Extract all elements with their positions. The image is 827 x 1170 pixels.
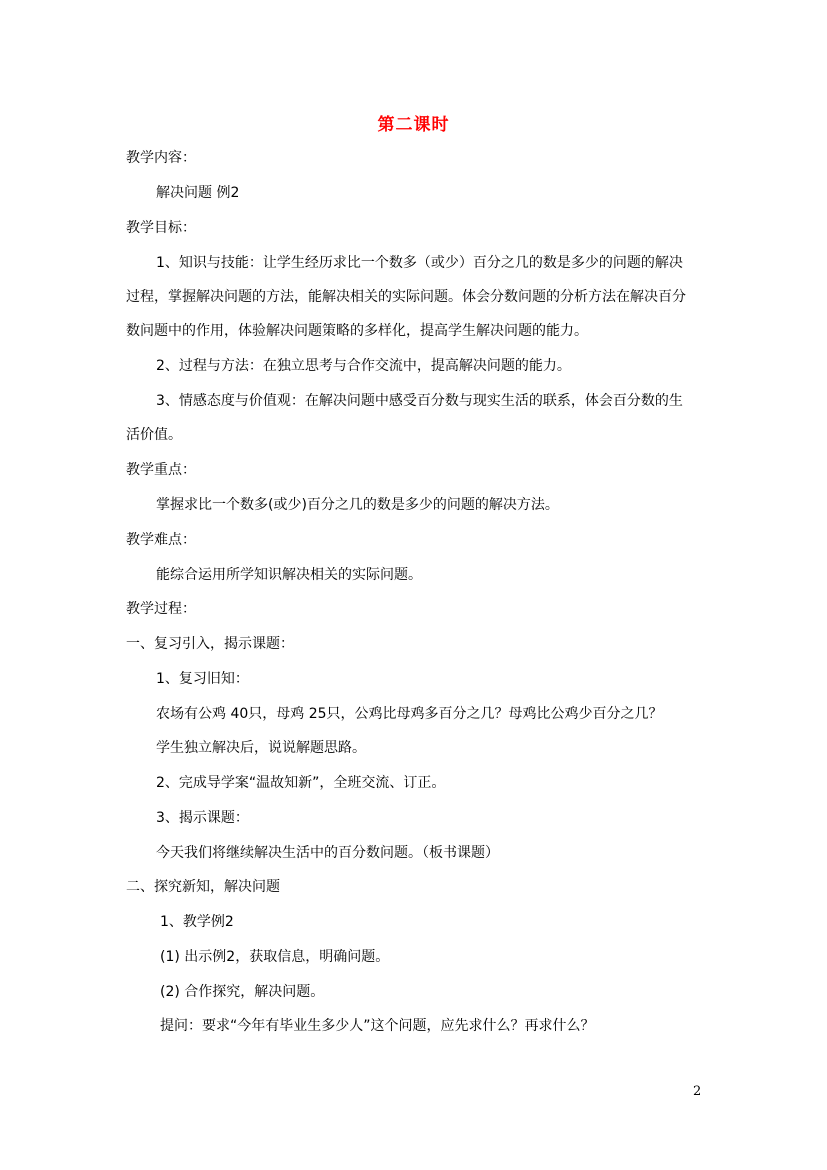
section-2-heading: 二、探究新知，解决问题 bbox=[126, 879, 280, 895]
heading-teaching-process: 教学过程： bbox=[126, 601, 196, 617]
question-prompt: 提问：要求“今年有毕业生多少人”这个问题，应先求什么？再求什么？ bbox=[160, 1018, 595, 1034]
step-reveal-topic: 3、揭示课题： bbox=[156, 810, 249, 826]
goal-2: 2、过程与方法：在独立思考与合作交流中，提高解决问题的能力。 bbox=[156, 358, 571, 374]
heading-difficulties: 教学难点： bbox=[126, 532, 196, 548]
page-number: 2 bbox=[693, 1084, 702, 1099]
step-review: 1、复习旧知： bbox=[156, 671, 249, 687]
goal-1-line-1: 1、知识与技能：让学生经历求比一个数多（或少）百分之几的数是多少的问题的解决 bbox=[156, 255, 683, 271]
heading-teaching-goals: 教学目标： bbox=[126, 220, 196, 236]
key-points-text: 掌握求比一个数多(或少)百分之几的数是多少的问题的解决方法。 bbox=[156, 497, 559, 513]
substep-2: (2) 合作探究，解决问题。 bbox=[160, 984, 325, 1000]
heading-key-points: 教学重点： bbox=[126, 462, 196, 478]
teaching-content-text: 解决问题 例2 bbox=[156, 185, 240, 201]
step-worksheet: 2、完成导学案“温故知新”，全班交流、订正。 bbox=[156, 775, 446, 791]
page-title: 第二课时 bbox=[377, 115, 450, 135]
reveal-topic-text: 今天我们将继续解决生活中的百分数问题。（板书课题） bbox=[156, 845, 499, 861]
heading-teaching-content: 教学内容： bbox=[126, 150, 196, 166]
review-question: 农场有公鸡 40只，母鸡 25只，公鸡比母鸡多百分之几？母鸡比公鸡少百分之几？ bbox=[156, 706, 663, 722]
review-instruction: 学生独立解决后，说说解题思路。 bbox=[156, 740, 366, 756]
goal-1-line-3: 数问题中的作用，体验解决问题策略的多样化，提高学生解决问题的能力。 bbox=[126, 323, 588, 339]
section-1-heading: 一、复习引入，揭示课题： bbox=[126, 636, 294, 652]
substep-1: (1) 出示例2，获取信息，明确问题。 bbox=[160, 949, 390, 965]
goal-3-line-1: 3、情感态度与价值观：在解决问题中感受百分数与现实生活的联系，体会百分数的生 bbox=[156, 393, 683, 409]
goal-1-line-2: 过程，掌握解决问题的方法，能解决相关的实际问题。体会分数问题的分析方法在解决百分 bbox=[126, 289, 686, 305]
step-example-2: 1、教学例2 bbox=[160, 914, 234, 930]
difficulties-text: 能综合运用所学知识解决相关的实际问题。 bbox=[156, 567, 422, 583]
goal-3-line-2: 活价值。 bbox=[126, 427, 182, 443]
